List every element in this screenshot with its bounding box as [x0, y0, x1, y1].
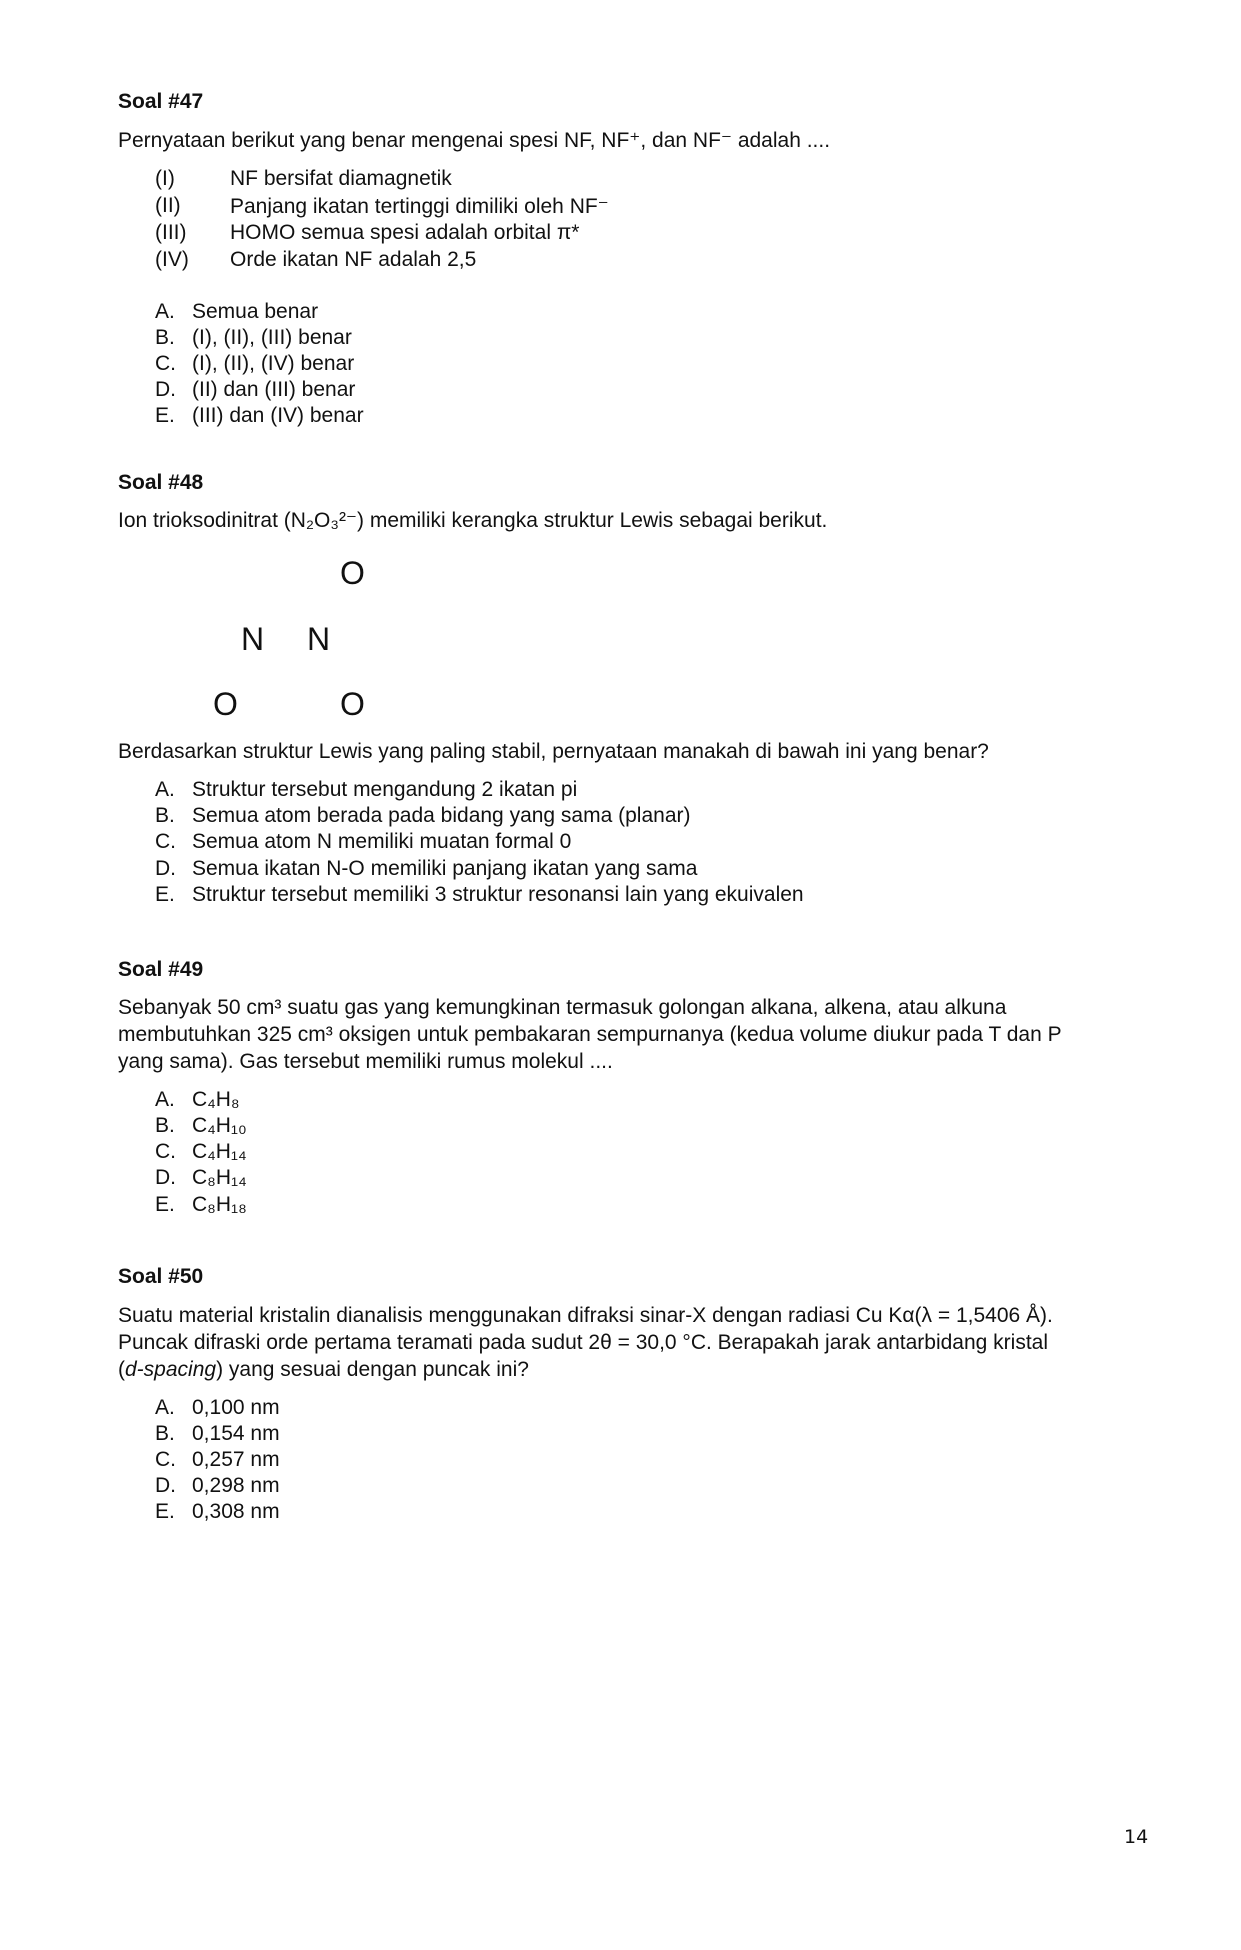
option-text: 0,257 nm: [192, 1448, 280, 1471]
option-label: B.: [155, 1422, 175, 1445]
option-label: A.: [155, 300, 175, 323]
statement-number: (II): [155, 194, 181, 217]
atom-oxygen-bottom-left: O: [213, 686, 238, 722]
option-text: 0,154 nm: [192, 1422, 280, 1445]
option-label: A.: [155, 778, 175, 801]
stem-line-rest: ) yang sesuai dengan puncak ini?: [216, 1358, 529, 1381]
option-text: Semua atom berada pada bidang yang sama (planar): [192, 804, 691, 827]
option-text: C₈H₁₄: [192, 1166, 247, 1189]
option-label: B.: [155, 804, 175, 827]
question-50-stem-line: Suatu material kristalin dianalisis menggunakan difraksi sinar-X dengan radiasi Cu Kα(λ = 1,5406 Å).: [118, 1304, 1053, 1327]
option-text: Semua ikatan N-O memiliki panjang ikatan yang sama: [192, 857, 698, 880]
atom-oxygen-top: O: [340, 555, 365, 591]
option-label: A.: [155, 1088, 175, 1111]
option-text: Semua benar: [192, 300, 319, 323]
option-label: C.: [155, 830, 176, 853]
option-text: 0,298 nm: [192, 1474, 280, 1497]
option-text: C₄H₁₀: [192, 1114, 247, 1137]
statement-number: (III): [155, 221, 187, 244]
option-text: (I), (II), (III) benar: [192, 326, 352, 349]
statement-text: Panjang ikatan tertinggi dimiliki oleh NF⁻: [230, 195, 609, 218]
option-text: C₄H₈: [192, 1088, 240, 1111]
option-text: (III) dan (IV) benar: [192, 404, 364, 427]
option-label: B.: [155, 326, 175, 349]
question-48-title: Soal #48: [118, 471, 204, 494]
option-label: A.: [155, 1396, 175, 1419]
option-text: Struktur tersebut memiliki 3 struktur resonansi lain yang ekuivalen: [192, 883, 804, 906]
question-50-stem-line: [118, 1357, 529, 1384]
statement-text: NF bersifat diamagnetik: [230, 167, 452, 190]
option-label: D.: [155, 1474, 176, 1497]
stem-open-paren: (: [118, 1358, 125, 1381]
statement-text: HOMO semua spesi adalah orbital π*: [230, 221, 580, 244]
option-text: 0,308 nm: [192, 1500, 280, 1523]
option-text: Semua atom N memiliki muatan formal 0: [192, 830, 572, 853]
option-label: E.: [155, 883, 175, 906]
question-49-title: Soal #49: [118, 958, 204, 981]
option-label: D.: [155, 378, 176, 401]
atom-nitrogen-left: N: [241, 621, 265, 657]
question-50-title: Soal #50: [118, 1265, 204, 1288]
option-label: C.: [155, 352, 176, 375]
option-text: C₈H₁₈: [192, 1193, 247, 1216]
option-text: C₄H₁₄: [192, 1140, 247, 1163]
page-number: 14: [1124, 1826, 1149, 1848]
option-label: D.: [155, 1166, 176, 1189]
question-50-stem-line: Puncak difraski orde pertama teramati pada sudut 2θ = 30,0 °C. Berapakah jarak antarbidang kristal: [118, 1331, 1049, 1354]
option-label: B.: [155, 1114, 175, 1137]
statement-number: (IV): [155, 248, 189, 271]
atom-oxygen-bottom-right: O: [340, 686, 365, 722]
option-label: C.: [155, 1448, 176, 1471]
question-47-stem: Pernyataan berikut yang benar mengenai spesi NF, NF⁺, dan NF⁻ adalah ....: [118, 129, 831, 152]
option-text: Struktur tersebut mengandung 2 ikatan pi: [192, 778, 578, 801]
question-49-stem-line: Sebanyak 50 cm³ suatu gas yang kemungkinan termasuk golongan alkana, alkena, atau alkuna: [118, 996, 1007, 1019]
statement-text: Orde ikatan NF adalah 2,5: [230, 248, 477, 271]
option-label: E.: [155, 1193, 175, 1216]
statement-number: (I): [155, 167, 175, 190]
option-label: C.: [155, 1140, 176, 1163]
option-text: 0,100 nm: [192, 1396, 280, 1419]
option-label: D.: [155, 857, 176, 880]
question-48-prompt: Berdasarkan struktur Lewis yang paling stabil, pernyataan manakah di bawah ini yang benar?: [118, 740, 989, 763]
d-spacing-term: d-spacing: [125, 1358, 217, 1381]
option-text: (I), (II), (IV) benar: [192, 352, 355, 375]
option-label: E.: [155, 1500, 175, 1523]
question-48-stem: Ion trioksodinitrat (N₂O₃²⁻) memiliki kerangka struktur Lewis sebagai berikut.: [118, 509, 828, 532]
question-47-title: Soal #47: [118, 90, 204, 113]
option-label: E.: [155, 404, 175, 427]
option-text: (II) dan (III) benar: [192, 378, 356, 401]
atom-nitrogen-right: N: [307, 621, 331, 657]
question-49-stem-line: yang sama). Gas tersebut memiliki rumus molekul ....: [118, 1050, 613, 1073]
question-49-stem-line: membutuhkan 325 cm³ oksigen untuk pembakaran sempurnanya (kedua volume diukur pada T dan P: [118, 1023, 1062, 1046]
